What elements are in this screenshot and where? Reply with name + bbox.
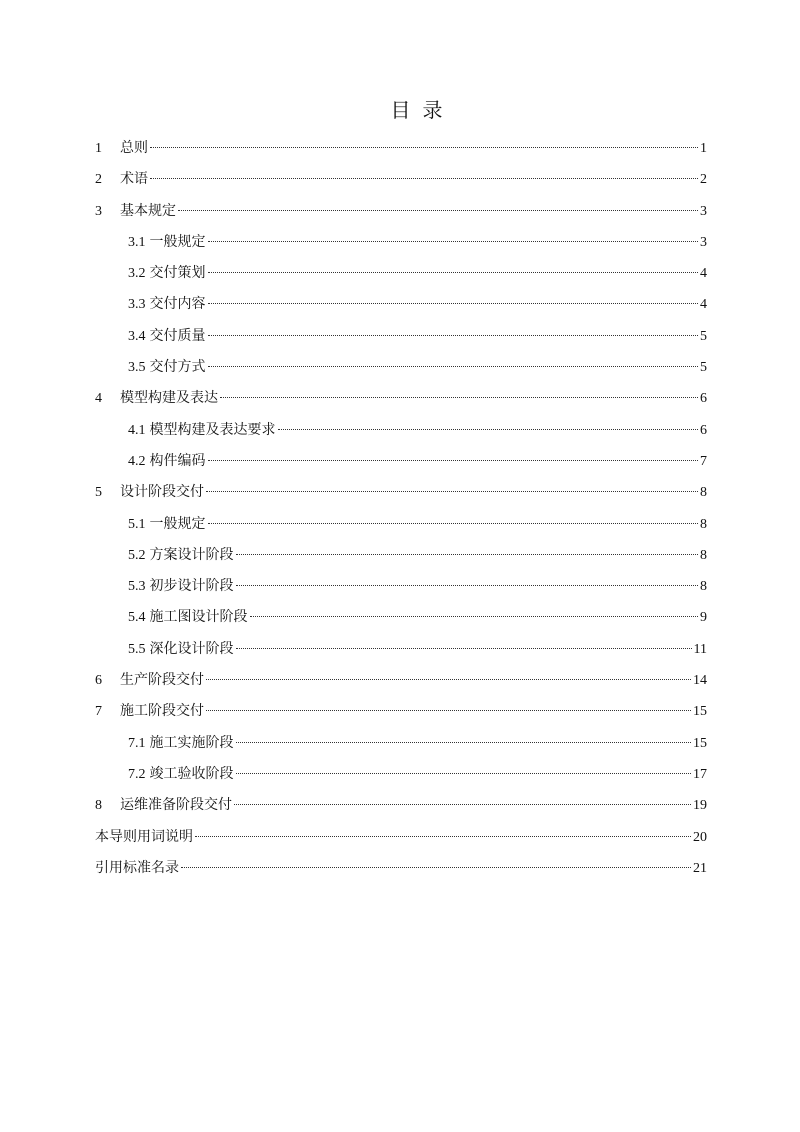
toc-entry[interactable]: [95, 352, 707, 383]
toc-entry[interactable]: [95, 321, 707, 352]
toc-entry-number: 3.1: [128, 234, 146, 250]
toc-entry-label: 方案设计阶段: [149, 547, 234, 563]
dot-leader: [208, 523, 699, 524]
toc-entry[interactable]: [95, 728, 707, 759]
toc-entry-page: 1: [700, 141, 707, 156]
toc-entry-number: 5.2: [128, 547, 146, 563]
toc-entry-label: 深化设计阶段: [149, 641, 234, 657]
toc-entry-number: 3: [95, 203, 102, 219]
dot-leader: [278, 429, 699, 430]
toc-entry-page: 3: [700, 234, 707, 250]
toc-entry[interactable]: [95, 289, 707, 320]
toc-entry[interactable]: [95, 634, 707, 665]
toc-entry-number: 7.1: [128, 735, 146, 751]
toc-entry[interactable]: [95, 602, 707, 633]
toc-entry-page: 17: [693, 766, 707, 782]
toc-entry-number: 3.4: [128, 328, 146, 344]
toc-entry-number: 8: [95, 798, 102, 814]
toc-entry-label: 构件编码: [149, 453, 206, 469]
toc-entry[interactable]: [95, 258, 707, 289]
toc-entry-number: 6: [95, 673, 102, 689]
dot-leader: [208, 272, 699, 273]
toc-entry-label: 初步设计阶段: [149, 579, 234, 595]
dot-leader: [236, 742, 692, 743]
toc-entry-page: 15: [693, 735, 707, 751]
toc-entry-page: 7: [700, 453, 707, 469]
toc-entry-label: 一般规定: [149, 516, 206, 532]
toc-entry-page: 5: [700, 360, 707, 376]
toc-entry[interactable]: [95, 446, 707, 477]
toc-entry[interactable]: [95, 759, 707, 790]
dot-leader: [178, 210, 698, 211]
dot-leader: [250, 616, 699, 617]
dot-leader: [150, 147, 698, 148]
toc-entry[interactable]: [95, 227, 707, 258]
toc-entry-label: 设计阶段交付: [120, 485, 204, 501]
toc-entry-label: 生产阶段交付: [120, 673, 204, 689]
toc-entry-label: 施工阶段交付: [120, 704, 204, 720]
toc-entry-label: 施工实施阶段: [149, 735, 234, 751]
dot-leader: [208, 303, 699, 304]
toc-entry-page: 6: [700, 422, 707, 438]
toc-entry-label: 模型构建及表达: [120, 391, 218, 407]
toc-entry-number: 2: [95, 172, 102, 188]
toc-entry-number: 7: [95, 704, 102, 720]
toc-entry-page: 11: [693, 641, 707, 657]
toc-entry[interactable]: [95, 164, 707, 195]
toc-entry-page: 3: [700, 203, 707, 219]
dot-leader: [208, 460, 699, 461]
toc-entry-number: 5.1: [128, 516, 146, 532]
toc-entry[interactable]: [95, 822, 707, 853]
dot-leader: [208, 241, 699, 242]
table-of-contents: [95, 133, 707, 884]
toc-entry-label: 交付方式: [149, 360, 206, 376]
dot-leader: [236, 648, 692, 649]
toc-entry[interactable]: [95, 196, 707, 227]
dot-leader: [206, 710, 691, 711]
page-title: 目录: [390, 98, 455, 122]
toc-entry[interactable]: [95, 571, 707, 602]
toc-entry-page: 9: [700, 610, 707, 626]
toc-entry-page: 8: [700, 516, 707, 532]
toc-entry-page: 8: [700, 579, 707, 595]
toc-entry[interactable]: [95, 853, 707, 884]
dot-leader: [195, 836, 691, 837]
toc-entry[interactable]: [95, 133, 707, 164]
dot-leader: [206, 679, 691, 680]
toc-entry-label: 交付策划: [149, 266, 206, 282]
toc-entry[interactable]: [95, 790, 707, 821]
dot-leader: [208, 366, 699, 367]
toc-entry[interactable]: [95, 383, 707, 414]
toc-entry-label: 运维准备阶段交付: [120, 798, 232, 814]
toc-entry-label: 总则: [120, 141, 148, 156]
toc-entry-page: 2: [700, 172, 707, 188]
toc-entry[interactable]: [95, 665, 707, 696]
toc-entry-number: 3.5: [128, 360, 146, 376]
dot-leader: [181, 867, 691, 868]
dot-leader: [234, 804, 691, 805]
toc-entry-label: 模型构建及表达要求: [149, 422, 276, 438]
toc-entry-label: 施工图设计阶段: [149, 610, 248, 626]
dot-leader: [206, 491, 698, 492]
toc-entry[interactable]: [95, 696, 707, 727]
dot-leader: [220, 397, 698, 398]
dot-leader: [236, 585, 699, 586]
toc-entry-page: 21: [693, 860, 707, 876]
toc-entry-label: 术语: [120, 172, 148, 188]
toc-entry-number: 5.4: [128, 610, 146, 626]
toc-entry-page: 5: [700, 328, 707, 344]
dot-leader: [150, 178, 698, 179]
toc-entry-page: 8: [700, 485, 707, 501]
toc-entry-page: 4: [700, 266, 707, 282]
toc-entry-page: 8: [700, 547, 707, 563]
toc-entry-label: 竣工验收阶段: [149, 766, 234, 782]
toc-entry[interactable]: [95, 540, 707, 571]
toc-entry-number: 3.3: [128, 297, 146, 313]
toc-entry-page: 20: [693, 829, 707, 845]
dot-leader: [236, 554, 699, 555]
toc-entry-label: 本导则用词说明: [95, 829, 193, 845]
toc-entry-number: 5: [95, 485, 102, 501]
toc-entry-label: 引用标准名录: [95, 860, 179, 876]
toc-entry-number: 4.1: [128, 422, 146, 438]
toc-entry-number: 4.2: [128, 453, 146, 469]
toc-entry-number: 4: [95, 391, 102, 407]
toc-entry-label: 一般规定: [149, 234, 206, 250]
toc-entry-number: 5.5: [128, 641, 146, 657]
toc-entry-page: 19: [693, 798, 707, 814]
toc-entry-page: 6: [700, 391, 707, 407]
toc-entry[interactable]: [95, 415, 707, 446]
toc-entry[interactable]: [95, 509, 707, 540]
toc-entry-label: 交付质量: [149, 328, 206, 344]
toc-entry-number: 7.2: [128, 766, 146, 782]
toc-entry-page: 4: [700, 297, 707, 313]
toc-entry-label: 基本规定: [120, 203, 176, 219]
toc-entry-label: 交付内容: [149, 297, 206, 313]
dot-leader: [236, 773, 692, 774]
toc-entry-number: 1: [95, 141, 102, 156]
toc-entry-number: 5.3: [128, 579, 146, 595]
toc-entry[interactable]: [95, 477, 707, 508]
toc-entry-page: 15: [693, 704, 707, 720]
toc-entry-page: 14: [693, 673, 707, 689]
toc-entry-number: 3.2: [128, 266, 146, 282]
dot-leader: [208, 335, 699, 336]
